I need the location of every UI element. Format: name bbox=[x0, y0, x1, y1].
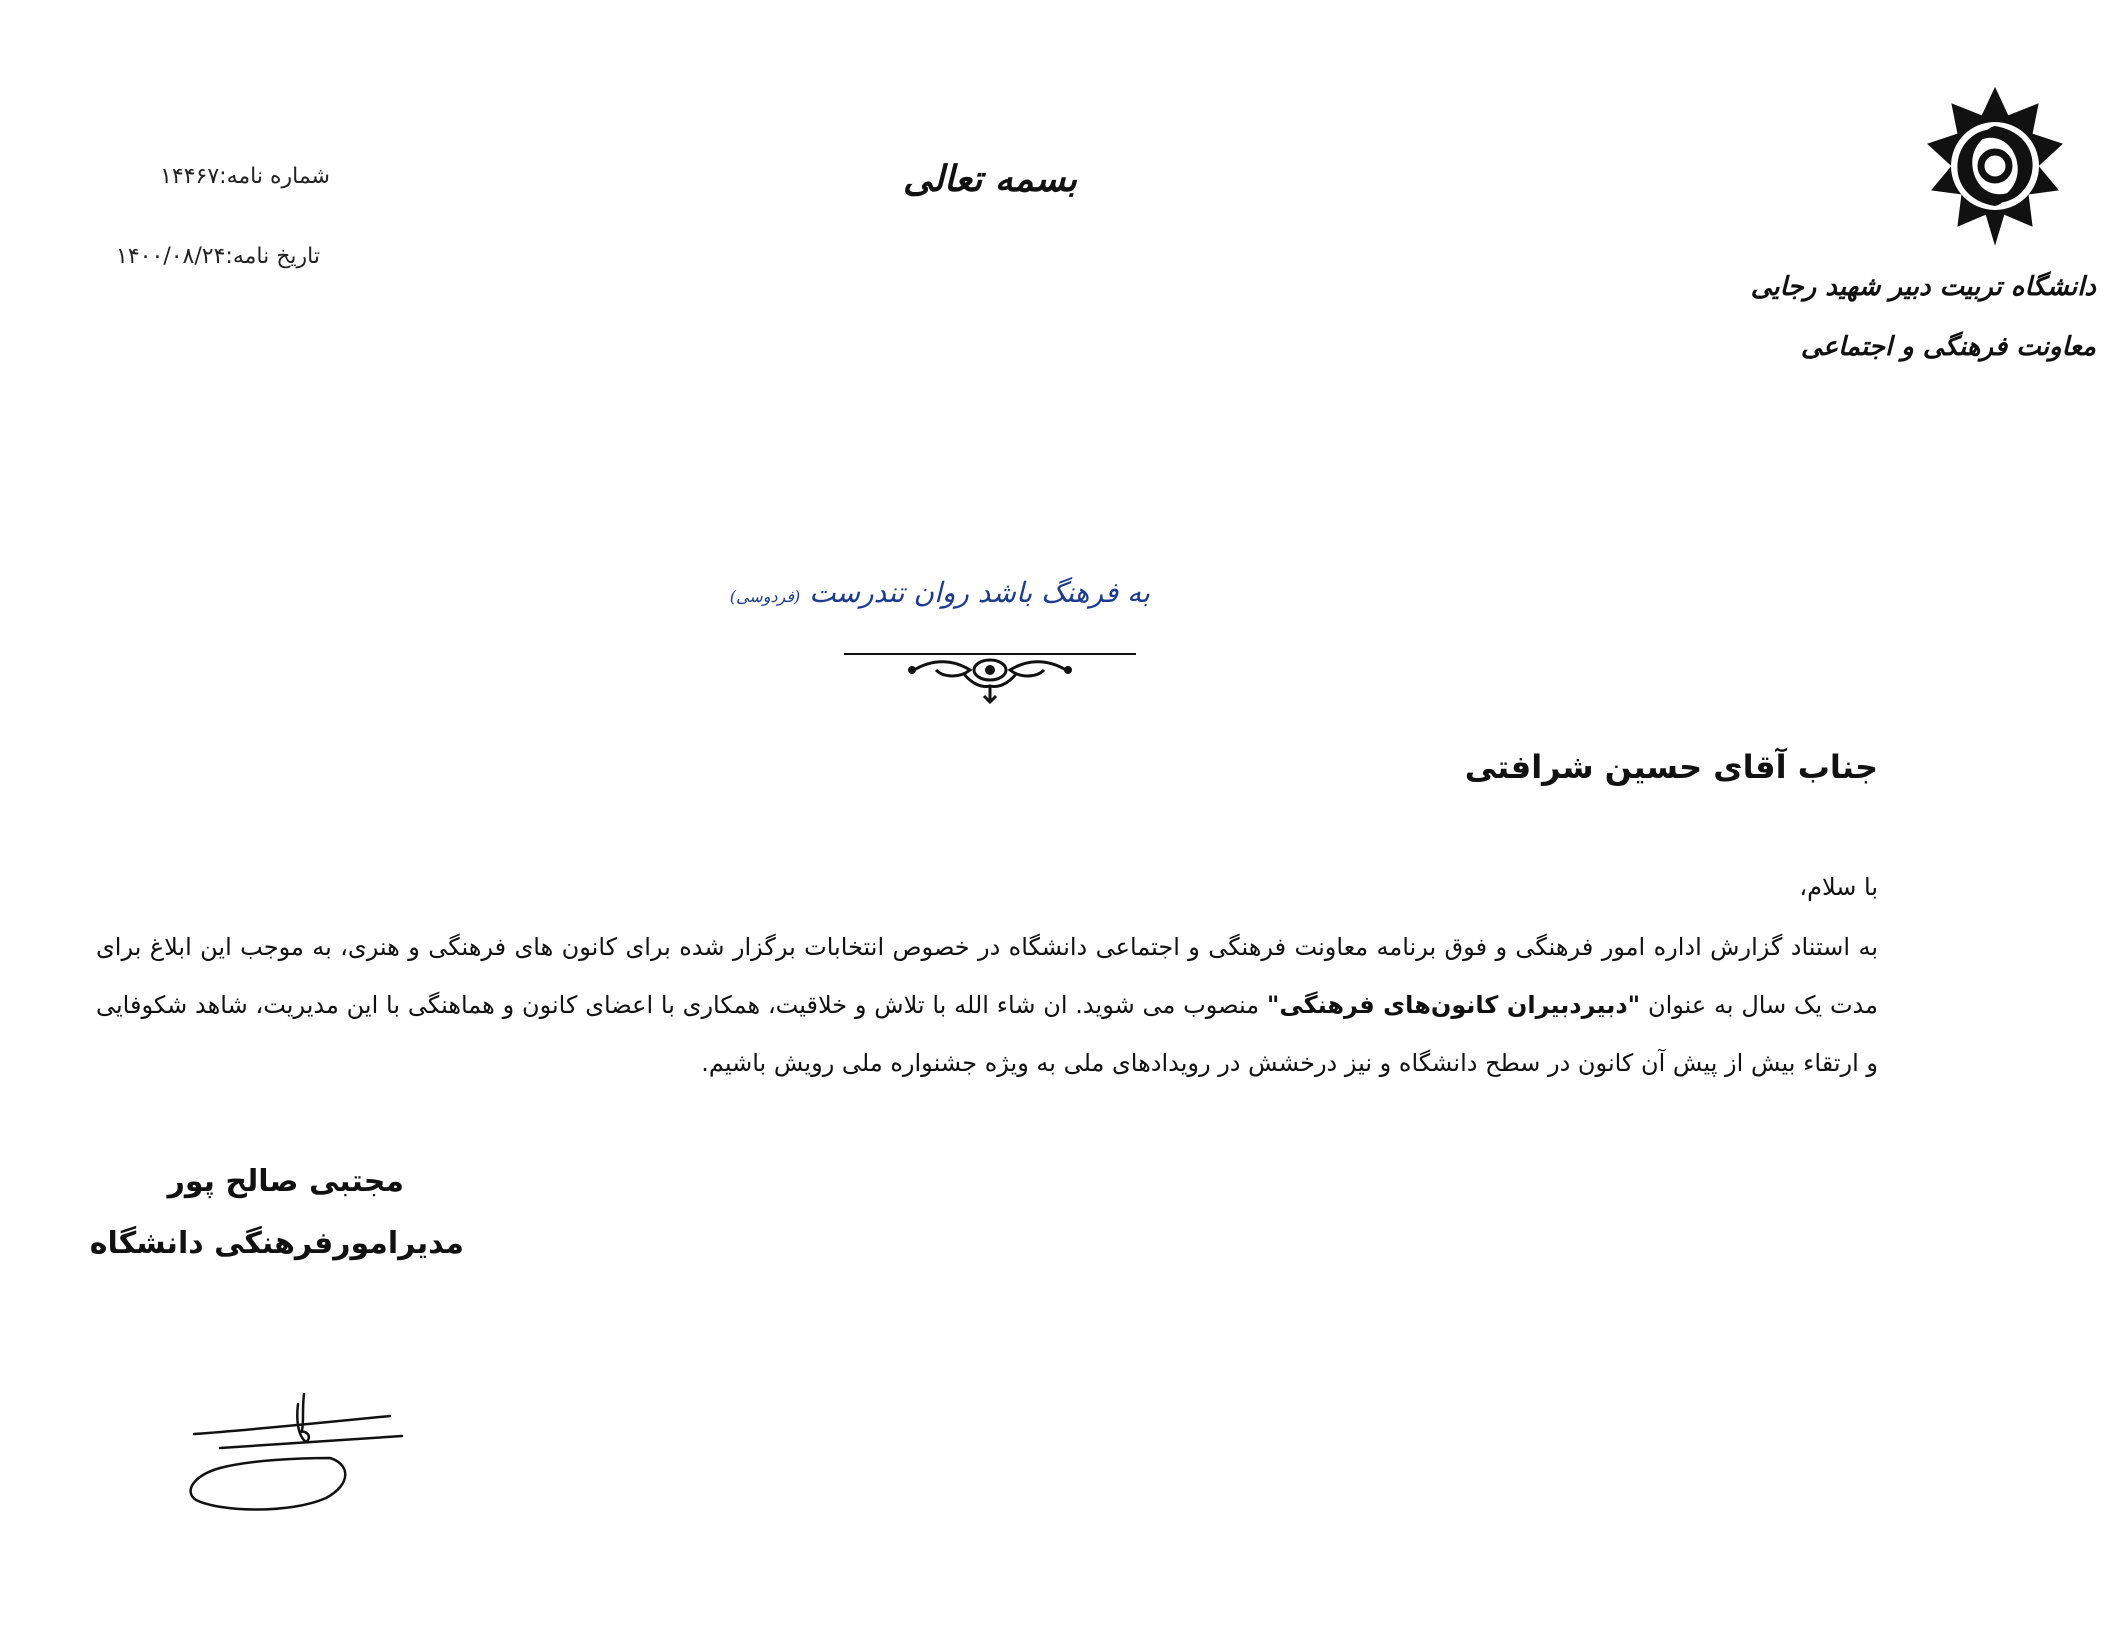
recipient-name: جناب آقای حسین شرافتی bbox=[1464, 748, 1878, 786]
motto-attribution: (فردوسی) bbox=[729, 587, 801, 606]
letter-number-value: ۱۴۴۶۷ bbox=[160, 164, 220, 189]
letter-number bbox=[160, 164, 330, 189]
body-part-2: منصوب می شوید. ان شاء الله با تلاش و خلاقیت، همکاری با اعضای کانون و هماهنگی با این مدیریت، شاهد شکوفایی و ارتقاء بیش از پیش آن کانون در سطح دانشگاه و نیز درخشش در رویدادهای ملی به ویژه جشنواره ملی رویش باشیم. bbox=[96, 991, 1878, 1077]
motto-line: به فرهنگ باشد روان تندرست bbox=[809, 576, 1150, 609]
greeting: با سلام، bbox=[1799, 873, 1878, 901]
basmala-heading: بسمه تعالی bbox=[902, 158, 1078, 200]
university-emblem-icon bbox=[1920, 86, 2070, 256]
ornament-divider-icon bbox=[844, 648, 1136, 708]
letter-date bbox=[116, 244, 320, 269]
letter-body bbox=[96, 918, 1878, 1092]
letter-number-label: شماره نامه: bbox=[219, 164, 330, 189]
body-part-1: به استناد گزارش اداره امور فرهنگی و فوق برنامه معاونت فرهنگی و اجتماعی دانشگاه در خصوص انتخابات برگزار شده برای کانون های فرهنگی و هنری، به موجب این ابلاغ برای مدت یک سال به عنوان bbox=[96, 933, 1878, 1019]
letter-date-value: ۱۴۰۰/۰۸/۲۴ bbox=[116, 244, 226, 269]
university-name: دانشگاه تربیت دبیر شهید رجایی bbox=[1750, 272, 2096, 302]
appointment-title: "دبیردبیران کانون‌های فرهنگی" bbox=[1266, 991, 1641, 1019]
letter-date-label: تاریخ نامه: bbox=[225, 244, 320, 269]
university-logo bbox=[1750, 86, 2100, 386]
signatory-title: مدیرامورفرهنگی دانشگاه bbox=[89, 1226, 464, 1261]
signatory-name: مجتبی صالح پور bbox=[167, 1164, 404, 1199]
department-name: معاونت فرهنگی و اجتماعی bbox=[1800, 332, 2096, 362]
handwritten-signature bbox=[180, 1380, 420, 1530]
motto-text bbox=[729, 576, 1150, 609]
